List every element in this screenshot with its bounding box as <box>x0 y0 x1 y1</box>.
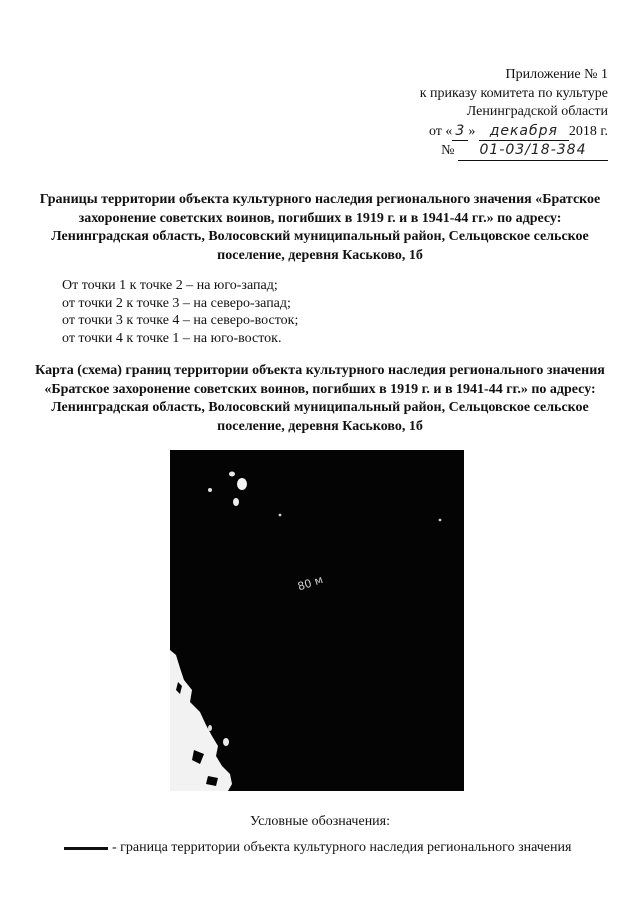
map-speck <box>439 519 442 522</box>
map-speck <box>237 478 247 490</box>
boundary-map <box>170 450 464 791</box>
map-title: Карта (схема) границ территории объекта культурного наследия регионального значения «Братское захоронение советских воинов, погибших в 1919 г. и в 1941-44 гг.» по адресу: Ленинградская область, Волосовский муниципальный район, Сельцовское сельское поселение, деревня Каськово, 1б <box>35 363 605 434</box>
date-mid: » <box>468 123 476 139</box>
direction-item: от точки 2 к точке 3 – на северо-запад; <box>62 295 291 311</box>
map-speck <box>208 488 212 492</box>
boundary-line-symbol <box>64 847 108 850</box>
date-prefix: от « <box>428 123 453 139</box>
appendix-number-line <box>348 141 608 161</box>
appendix-order-line: к приказу комитета по культуре <box>419 85 608 101</box>
date-year: 2018 г. <box>568 123 608 139</box>
map-speck <box>233 498 239 506</box>
appendix-block <box>348 66 608 161</box>
appendix-date-line <box>348 122 608 142</box>
map-speck <box>279 514 282 517</box>
map-scale-label: 80 м <box>296 573 325 594</box>
direction-list <box>62 277 298 347</box>
appendix-title: Приложение № 1 <box>505 67 608 82</box>
date-month: декабря <box>479 122 569 142</box>
document-title: Границы территории объекта культурного наследия регионального значения «Братское захоронение советских воинов, погибших в 1919 г. и в 1941-44 гг.» по адресу: Ленинградская область, Волосовский муниципальный район, Сельцовское сельское поселение, деревня Каськово, 1б <box>39 192 601 263</box>
legend-title: Условные обозначения: <box>249 814 391 829</box>
direction-item: от точки 4 к точке 1 – на юго-восток. <box>62 330 282 346</box>
direction-item: от точки 3 к точке 4 – на северо-восток; <box>62 313 299 328</box>
map-image <box>170 450 464 791</box>
map-speck <box>208 725 212 731</box>
number-value: 01-03/18-384 <box>458 141 608 161</box>
date-day: 3 <box>452 122 468 142</box>
map-speck <box>223 738 229 746</box>
appendix-region-line: Ленинградской области <box>466 104 608 119</box>
number-label: № <box>441 143 455 158</box>
legend-item-boundary <box>64 840 571 856</box>
direction-item: От точки 1 к точке 2 – на юго-запад; <box>62 278 278 293</box>
legend-boundary-label: - граница территории объекта культурного наследия регионального значения <box>112 840 572 855</box>
map-speck <box>229 472 235 477</box>
